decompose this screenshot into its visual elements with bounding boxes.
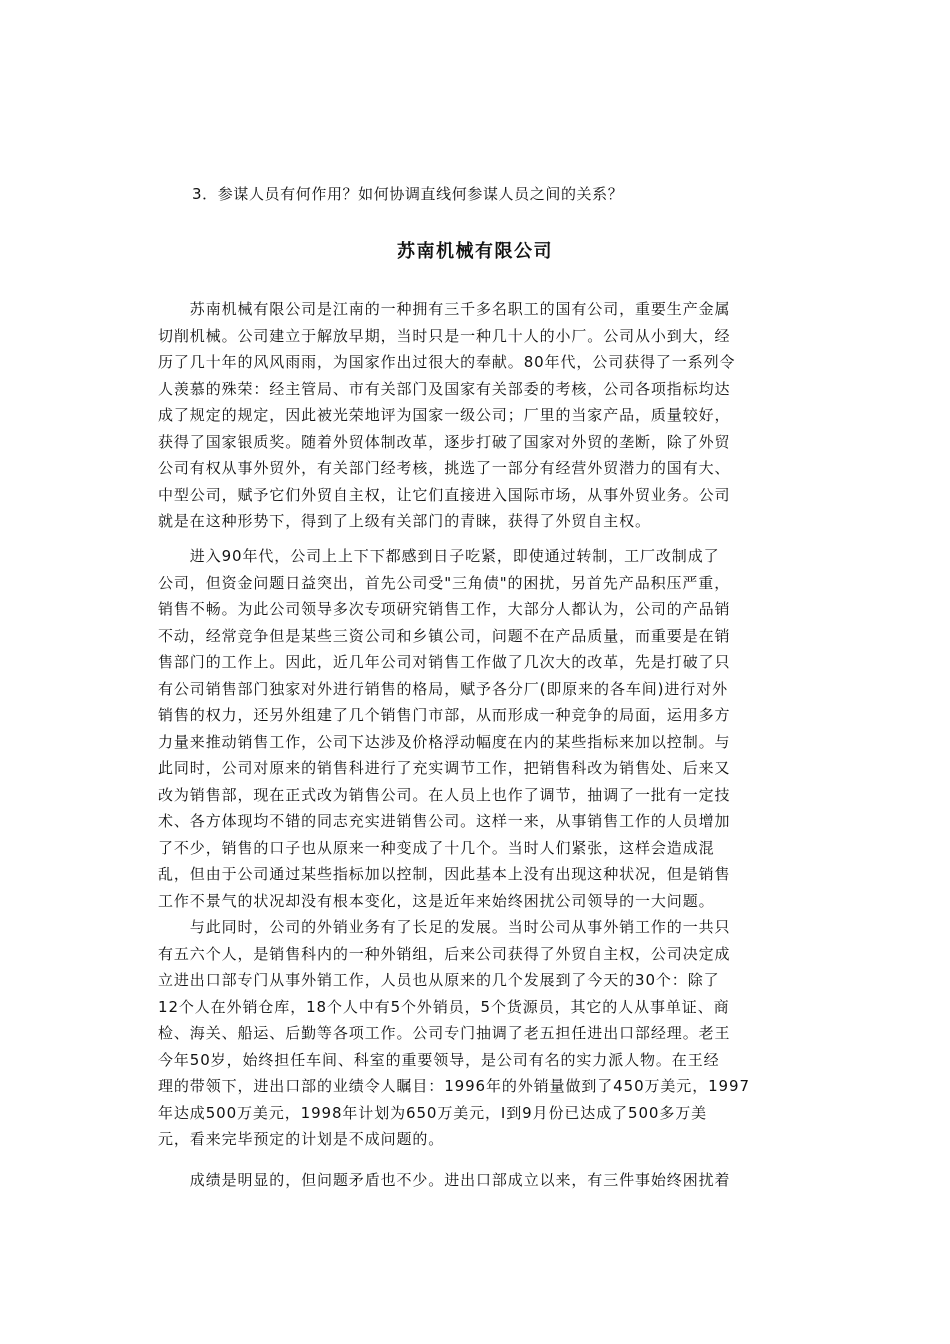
text-line: 中型公司，赋予它们外贸自主权，让它们直接进入国际市场，从事外贸业务。公司	[158, 485, 731, 504]
text-line: 苏南机械有限公司是江南的一种拥有三千多名职工的国有公司，重要生产金属	[158, 300, 731, 318]
text-line: 理的带领下，进出口部的业绩令人瞩目：1996年的外销量做到了450万美元，1997	[158, 1077, 750, 1095]
text-line: 年达成500万美元，1998年计划为650万美元，I到9月份已达成了500多万美	[158, 1103, 708, 1122]
text-line: 成了规定的规定，因此被光荣地评为国家一级公司；厂里的当家产品，质量较好，	[158, 406, 731, 424]
text-line: 立进出口部专门从事外销工作，人员也从原来的几个发展到了今天的30个：除了	[158, 971, 720, 989]
text-line: 人羡慕的殊荣：经主管局、市有关部门及国家有关部委的考核，公司各项指标均达	[158, 379, 731, 398]
text-line: 获得了国家银质奖。随着外贸体制改革，逐步打破了国家对外贸的垄断，除了外贸	[158, 432, 731, 451]
paragraph-2	[158, 543, 798, 914]
text-line: 就是在这种形势下，得到了上级有关部门的青睐，获得了外贸自主权。	[158, 512, 651, 530]
text-line: 销售的权力，还另外组建了几个销售门市部，从而形成一种竞争的局面，运用多方	[158, 706, 731, 724]
text-line: 公司，但资金问题日益突出，首先公司受"三角债"的困扰，另首先产品积压严重，	[158, 573, 731, 592]
text-line: 此同时，公司对原来的销售科进行了充实调节工作，把销售科改为销售处、后来又	[158, 759, 731, 777]
paragraph-3	[158, 914, 798, 1153]
text-line: 销售不畅。为此公司领导多次专项研究销售工作，大部分人都认为，公司的产品销	[158, 600, 731, 618]
text-line: 乱，但由于公司通过某些指标加以控制，因此基本上没有出现这种状况，但是销售	[158, 865, 731, 883]
text-line: 术、各方体现均不错的同志充实进销售公司。这样一来，从事销售工作的人员增加	[158, 812, 731, 830]
text-line: 改为销售部，现在正式改为销售公司。在人员上也作了调节，抽调了一批有一定技	[158, 785, 731, 804]
text-line: 成绩是明显的，但问题矛盾也不少。进出口部成立以来，有三件事始终困扰着	[158, 1171, 731, 1189]
paragraph-4	[158, 1167, 798, 1194]
text-line: 了不少，销售的口子也从原来一种变成了十几个。当时人们紧张，这样会造成混	[158, 838, 715, 857]
text-line: 工作不景气的状况却没有根本变化，这是近年来始终困扰公司领导的一大问题。	[158, 891, 715, 910]
text-line: 12个人在外销仓库，18个人中有5个外销员，5个货源员，其它的人从事单证、商	[158, 997, 730, 1016]
text-line: 历了几十年的风风雨雨，为国家作出过很大的奉献。80年代，公司获得了一系列令	[158, 353, 736, 371]
text-line: 今年50岁，始终担任车间、科室的重要领导，是公司有名的实力派人物。在王经	[158, 1050, 720, 1069]
question-text: 3．参谋人员有何作用？如何协调直线何参谋人员之间的关系？	[192, 185, 624, 203]
text-line: 进入90年代，公司上上下下都感到日子吃紧，即使通过转制，工厂改制成了	[158, 547, 720, 565]
text-line: 有五六个人，是销售科内的一种外销组，后来公司获得了外贸自主权，公司决定成	[158, 944, 731, 963]
text-line: 不动，经常竞争但是某些三资公司和乡镇公司，问题不在产品质量，而重要是在销	[158, 626, 731, 645]
text-line: 切削机械。公司建立于解放早期，当时只是一种几十人的小厂。公司从小到大，经	[158, 326, 731, 345]
text-line: 元，看来完毕预定的计划是不成问题的。	[158, 1130, 445, 1148]
case-title: 苏南机械有限公司	[397, 241, 553, 262]
text-line: 力量来推动销售工作，公司下达涉及价格浮动幅度在内的某些指标来加以控制。与	[158, 732, 731, 751]
text-line: 公司有权从事外贸外，有关部门经考核，挑选了一部分有经营外贸潜力的国有大、	[158, 459, 731, 477]
text-line: 与此同时，公司的外销业务有了长足的发展。当时公司从事外销工作的一共只	[158, 918, 731, 936]
text-line: 售部门的工作上。因此，近几年公司对销售工作做了几次大的改革，先是打破了只	[158, 653, 731, 671]
text-line: 有公司销售部门独家对外进行销售的格局，赋予各分厂(即原来的各车间)进行对外	[158, 679, 729, 698]
text-line: 检、海关、船运、后勤等各项工作。公司专门抽调了老五担任进出口部经理。老王	[158, 1024, 731, 1042]
paragraph-1	[158, 296, 798, 535]
